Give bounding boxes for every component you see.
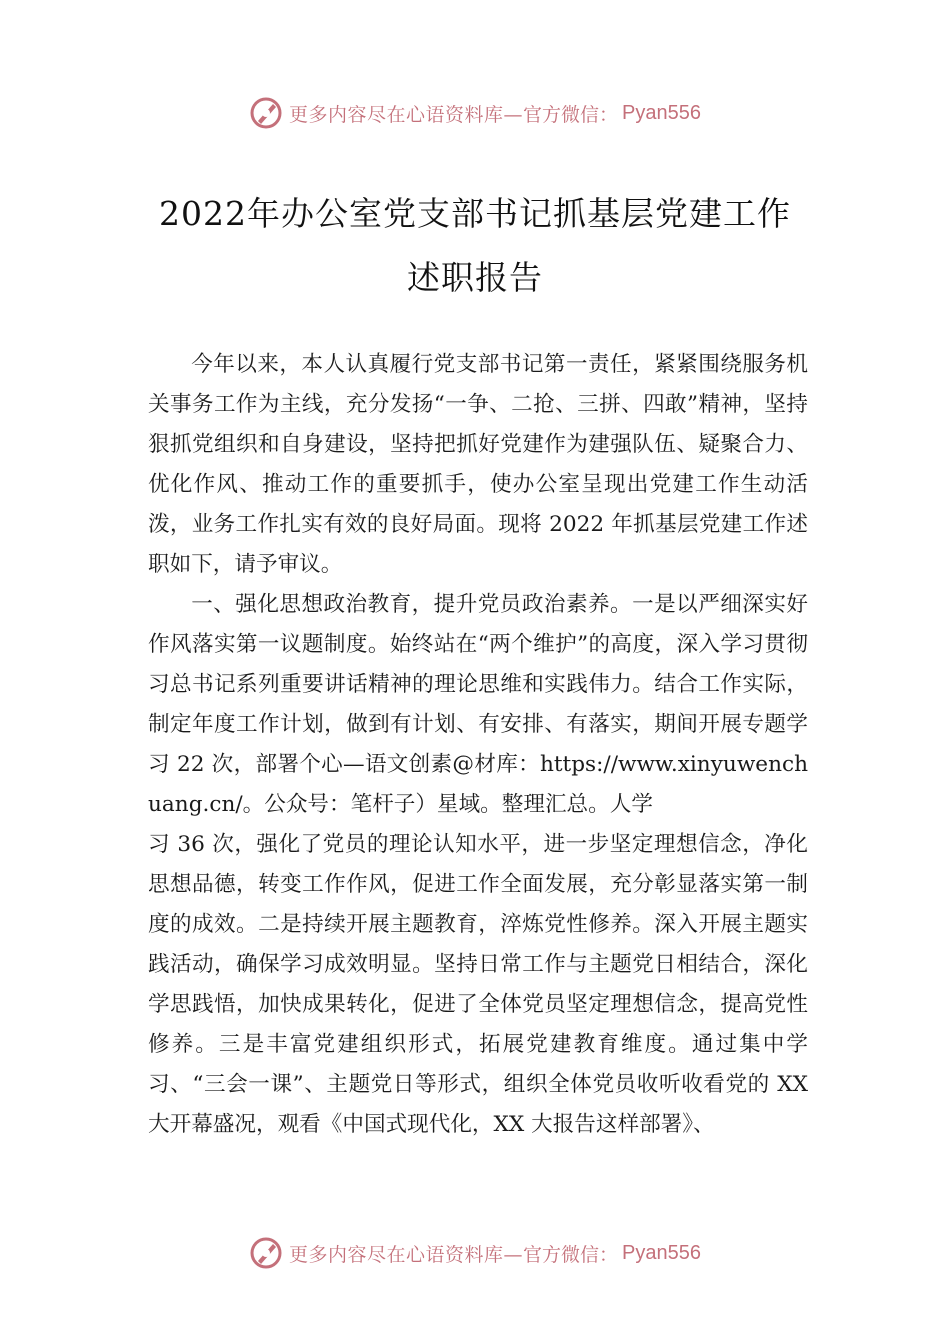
pen-logo-icon — [249, 1236, 283, 1270]
watermark-wechat-label: 官方微信： — [523, 103, 619, 126]
pen-logo-icon — [249, 96, 283, 130]
document-title-line2: 述职报告 — [407, 258, 543, 297]
watermark-banner-top — [0, 93, 950, 133]
paragraph-section-one: 一、强化思想政治教育，提升党员政治素养。一是以严细深实好作风落实第一议题制度。始终站在“两个维护”的高度，深入学习贯彻习总书记系列重要讲话精神的理论思维和实践伟力。结合工作实际，制定年度工作计划，做到有计划、有安排、有落实，期间开展专题学习 22 次，部署个心—语文创素@材库：https://www.xinyuwenchuang.cn/。公众号：笔杆子）星域。整理汇总。人学 — [148, 592, 808, 817]
watermark-wechat-label: 官方微信： — [523, 1243, 619, 1266]
watermark-text: 更多内容尽在心语资料库— — [289, 1243, 524, 1266]
watermark-wechat-id: Pyan556 — [622, 1241, 701, 1264]
document-body — [148, 345, 808, 1145]
paragraph-intro: 今年以来，本人认真履行党支部书记第一责任，紧紧围绕服务机关事务工作为主线，充分发扬“一争、二抢、三拼、四敢”精神，坚持狠抓党组织和自身建设，坚持把抓好党建作为建强队伍、疑聚合力、优化作风、推动工作的重要抓手，使办公室呈现出党建工作生动活泼，业务工作扎实有效的良好局面。现将 2022 年抓基层党建工作述职如下，请予审议。 — [148, 352, 808, 577]
paragraph-continuation: 习 36 次，强化了党员的理论认知水平，进一步坚定理想信念，净化思想品德，转变工作作风，促进工作全面发展，充分彰显落实第一制度的成效。二是持续开展主题教育，淬炼党性修养。深入开展主题实践活动，确保学习成效明显。坚持日常工作与主题党日相结合，深化学思践悟，加快成果转化，促进了全体党员坚定理想信念，提高党性修养。三是丰富党建组织形式，拓展党建教育维度。通过集中学习、“三会一课”、主题党日等形式，组织全体党员收听收看党的 XX 大开幕盛况，观看《中国式现代化，XX 大报告这样部署》、 — [148, 832, 808, 1137]
watermark-wechat-id: Pyan556 — [622, 101, 701, 124]
document-title-line1: 2022年办公室党支部书记抓基层党建工作 — [159, 194, 791, 233]
watermark-text: 更多内容尽在心语资料库— — [289, 103, 524, 126]
watermark-banner-bottom — [0, 1233, 950, 1273]
